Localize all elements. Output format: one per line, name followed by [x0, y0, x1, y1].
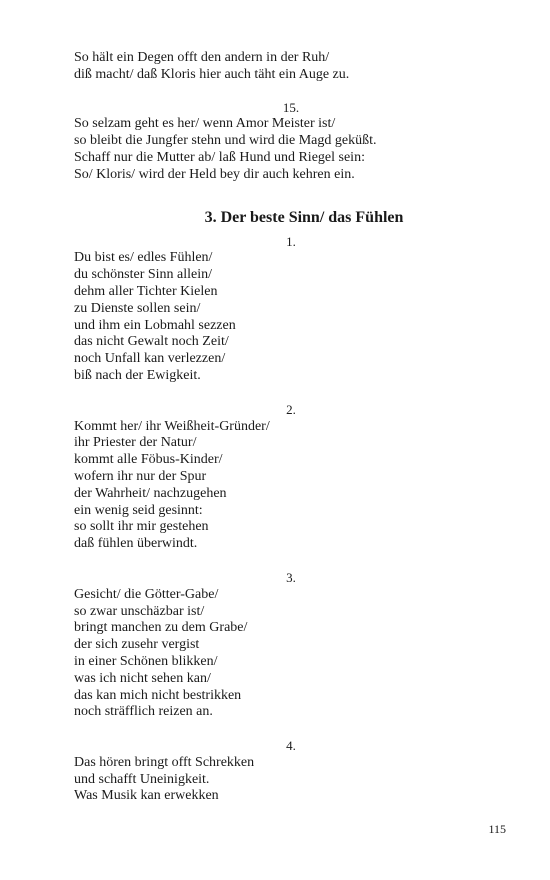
verse-line: in einer Schönen blikken/ — [74, 653, 218, 669]
verse-line: der sich zusehr vergist — [74, 637, 200, 653]
verse-line: So hält ein Degen offt den andern in der Ruh/ — [74, 50, 330, 65]
verse-line: Was Musik kan erwekken — [74, 788, 219, 804]
verse-line: dehm aller Tichter Kielen — [74, 283, 218, 299]
verse-line: und ihm ein Lobmahl sezzen — [74, 317, 236, 333]
verse-line: daß fühlen überwindt. — [74, 536, 198, 552]
stanza-number: 3. — [286, 569, 296, 585]
verse-line: bringt manchen zu dem Grabe/ — [74, 620, 248, 636]
stanza-number: 15. — [282, 99, 300, 115]
verse-line: das nicht Gewalt noch Zeit/ — [74, 334, 229, 350]
verse-line: so sollt ihr mir gestehen — [74, 519, 209, 535]
verse-line: diß macht/ daß Kloris hier auch täht ein Auge zu. — [74, 66, 350, 82]
verse-line: so bleibt die Jungfer stehn und wird die Magd geküßt. — [74, 133, 377, 149]
stanza-number: 1. — [286, 233, 296, 249]
carryover-stanza — [74, 50, 506, 84]
verse-line: wofern ihr nur der Spur — [74, 468, 207, 484]
verse-line: Gesicht/ die Götter-Gabe/ — [74, 586, 219, 602]
page-body — [74, 50, 506, 805]
verse-line: was ich nicht sehen kan/ — [74, 670, 211, 686]
verse-line: biß nach der Ewigkeit. — [74, 367, 201, 383]
verse-line: So selzam geht es her/ wenn Amor Meister ist/ — [74, 116, 336, 132]
verse-line: Du bist es/ edles Fühlen/ — [74, 250, 213, 266]
stanza-1 — [74, 234, 506, 385]
verse-line: und schafft Uneinigkeit. — [74, 771, 210, 787]
verse-line: noch sträfflich reizen an. — [74, 704, 213, 720]
stanza-2 — [74, 402, 506, 553]
poem-title: 3. Der beste Sinn/ das Fühlen — [204, 208, 404, 226]
stanza-number: 2. — [286, 401, 296, 417]
verse-line: zu Dienste sollen sein/ — [74, 300, 201, 316]
verse-line: kommt alle Föbus-Kinder/ — [74, 452, 223, 468]
stanza-number: 4. — [286, 738, 296, 754]
verse-line: du schönster Sinn allein/ — [74, 267, 213, 283]
verse-line: so zwar unschäzbar ist/ — [74, 603, 205, 619]
verse-line: der Wahrheit/ nachzugehen — [74, 485, 227, 501]
verse-line: das kan mich nicht bestrikken — [74, 687, 242, 703]
stanza-3 — [74, 570, 506, 721]
stanza-4 — [74, 738, 506, 805]
verse-line: Kommt her/ ihr Weißheit-Gründer/ — [74, 418, 270, 434]
verse-line: noch Unfall kan verlezzen/ — [74, 351, 226, 367]
page-number: 115 — [488, 822, 506, 836]
verse-line: ihr Priester der Natur/ — [74, 435, 197, 451]
verse-line: ein wenig seid gesinnt: — [74, 502, 203, 518]
stanza-15 — [74, 100, 506, 184]
verse-line: Schaff nur die Mutter ab/ laß Hund und Riegel sein: — [74, 149, 365, 165]
verse-line: Das hören bringt offt Schrekken — [74, 754, 255, 770]
verse-line: So/ Kloris/ wird der Held bey dir auch kehren ein. — [74, 166, 355, 182]
